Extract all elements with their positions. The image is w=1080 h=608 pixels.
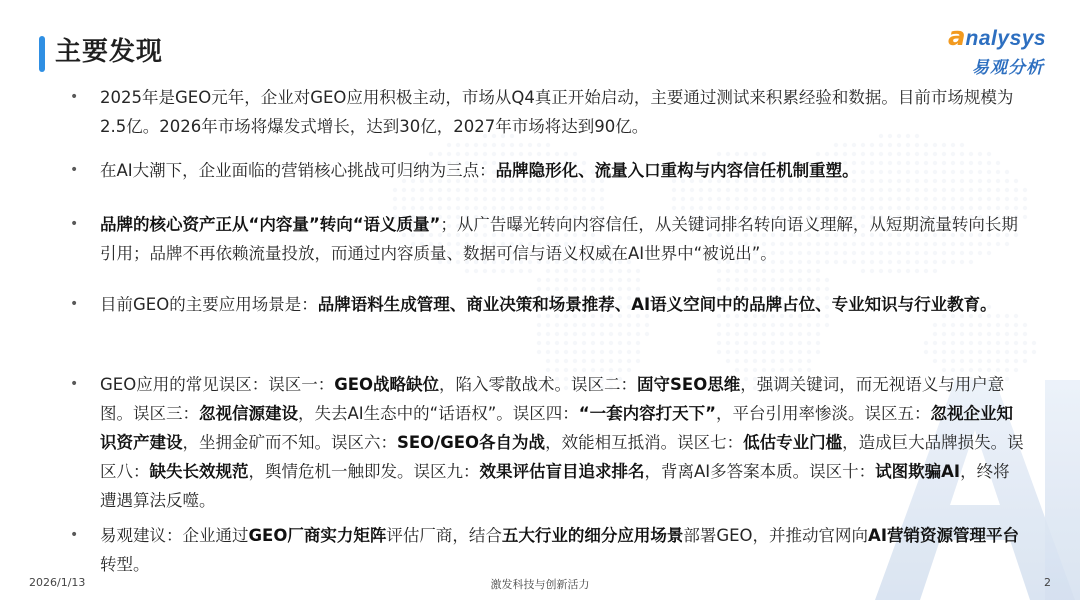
bullet-icon: • xyxy=(70,162,79,178)
finding-highlight: “一套内容打天下” xyxy=(578,404,716,423)
finding-segment: ，失去AI生态中的“话语权”。误区四： xyxy=(298,404,579,423)
bullet-icon: • xyxy=(70,296,79,312)
finding-text xyxy=(100,210,1025,268)
title-accent-bar xyxy=(39,36,45,72)
finding-segment: ，终将遭遇算法反噬。 xyxy=(100,462,1010,510)
finding-highlight: 忽视信源建设 xyxy=(199,404,298,423)
finding-segment: 2025年是GEO元年，企业对GEO应用积极主动，市场从Q4真正开始启动，主要通过测试来积累经验和数据。目前市场规模为2.5亿。2026年市场将爆发式增长，达到30亿，2027年市场将达到90亿。 xyxy=(100,88,1014,136)
finding-segment: ，陷入零散战术。误区二： xyxy=(439,375,638,394)
finding-segment: ，舆情危机一触即发。误区九： xyxy=(248,462,480,481)
finding-text xyxy=(100,521,1025,579)
logo-chinese-name: 易观分析 xyxy=(972,58,1044,78)
finding-segment: 目前GEO的主要应用场景是： xyxy=(100,295,318,314)
bullet-icon: • xyxy=(70,89,79,105)
finding-highlight: 忽视企业知识资产建设 xyxy=(100,404,1013,452)
page-title: 主要发现 xyxy=(55,37,164,67)
finding-highlight: 效果评估盲目追求排名 xyxy=(479,462,645,481)
finding-highlight: 低估专业门槛 xyxy=(743,433,843,452)
finding-highlight: 固守SEO思维 xyxy=(637,375,741,394)
logo-wordmark: analysys xyxy=(948,22,1047,52)
finding-text xyxy=(100,156,1025,185)
finding-segment: 转型。 xyxy=(100,555,150,574)
finding-text xyxy=(100,83,1025,141)
finding-segment: ；从广告曝光转向内容信任，从关键词排名转向语义理解，从短期流量转向长期引用；品牌不再依赖流量投放，而通过内容质量、数据可信与语义权威在AI世界中“被说出”。 xyxy=(100,215,1018,263)
finding-highlight: 缺失长效规范 xyxy=(149,462,249,481)
footer-date: 2026/1/13 xyxy=(29,576,86,589)
bullet-icon: • xyxy=(70,216,79,232)
bullet-icon: • xyxy=(70,527,79,543)
finding-text xyxy=(100,370,1025,515)
finding-segment: ，平台引用率惨淡。误区五： xyxy=(715,404,931,423)
finding-highlight: GEO厂商实力矩阵 xyxy=(248,526,387,545)
finding-segment: ，背离AI多答案本质。误区十： xyxy=(644,462,876,481)
finding-highlight: 品牌隐形化、流量入口重构与内容信任机制重塑。 xyxy=(495,161,859,180)
finding-highlight: 品牌语料生成管理、商业决策和场景推荐、AI语义空间中的品牌占位、专业知识与行业教育。 xyxy=(317,295,997,314)
finding-segment: ，造成巨大品牌损失。误区八： xyxy=(100,433,1024,481)
finding-segment: ，效能相互抵消。误区七： xyxy=(545,433,744,452)
finding-segment: 评估厂商，结合 xyxy=(386,526,502,545)
finding-segment: 易观建议：企业通过 xyxy=(100,526,249,545)
finding-text xyxy=(100,290,1025,319)
finding-highlight: 试图欺骗AI xyxy=(875,462,961,481)
finding-segment: ，坐拥金矿而不知。误区六： xyxy=(182,433,397,452)
bullet-icon: • xyxy=(70,376,79,392)
footer-slogan: 激发科技与创新活力 xyxy=(490,578,590,591)
finding-segment: 部署GEO，并推动官网向 xyxy=(683,526,869,545)
finding-highlight: 五大行业的细分应用场景 xyxy=(501,526,684,545)
page-number: 2 xyxy=(1044,576,1051,589)
finding-highlight: SEO/GEO各自为战 xyxy=(397,433,546,452)
finding-highlight: AI营销资源管理平台 xyxy=(868,526,1019,545)
finding-highlight: GEO战略缺位 xyxy=(334,375,440,394)
finding-segment: GEO应用的常见误区：误区一： xyxy=(100,375,335,394)
finding-highlight: 品牌的核心资产正从“内容量”转向“语义质量” xyxy=(100,215,441,234)
finding-segment: ，强调关键词，而无视语义与用户意图。误区三： xyxy=(100,375,1005,423)
analysys-logo xyxy=(948,22,1072,82)
finding-segment: 在AI大潮下，企业面临的营销核心挑战可归纳为三点： xyxy=(100,161,496,180)
